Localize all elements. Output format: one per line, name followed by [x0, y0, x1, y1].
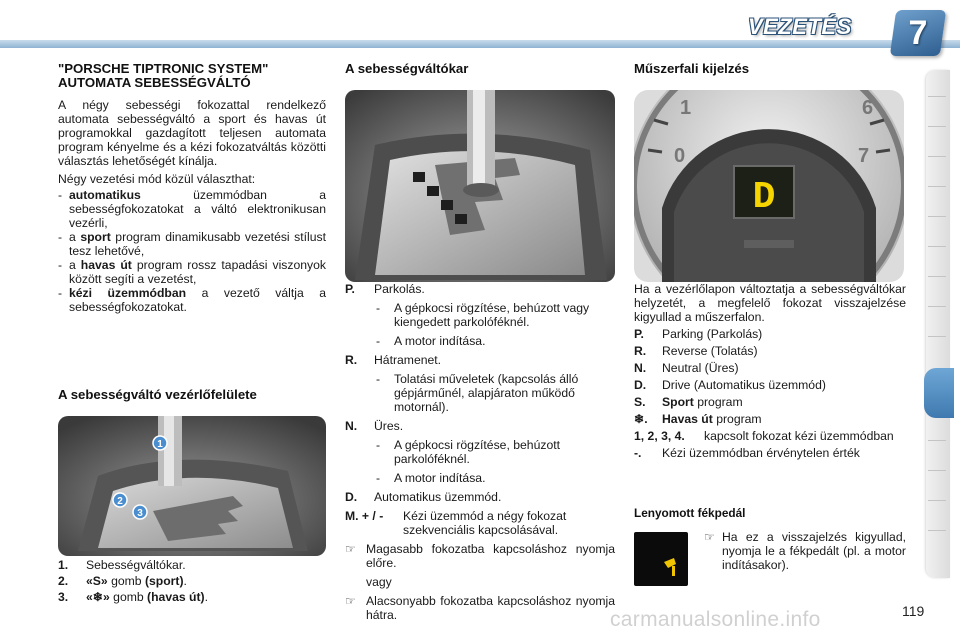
svg-text:2: 2	[117, 496, 123, 507]
tab-divider	[928, 276, 946, 277]
column-tiptronic-intro	[58, 60, 327, 604]
section-heading-gear-lever: A sebességváltókar	[345, 61, 469, 76]
tab-divider	[928, 530, 946, 531]
list-item: - Tolatási műveletek (kapcsolás álló gépjárműnél, alapjáraton működő motornál).	[376, 372, 579, 414]
header-band	[0, 40, 960, 48]
list-item: N. Neutral (Üres)	[634, 361, 739, 375]
watermark: carmanualsonline.info	[610, 608, 821, 631]
list-item: P. Parking (Parkolás)	[634, 327, 763, 341]
list-item: N. Üres.	[345, 419, 404, 433]
list-item: ☞ Magasabb fokozatba kapcsoláshoz nyomja előre.	[345, 542, 615, 570]
modes-intro: Négy vezetési mód közül választhat:	[58, 172, 256, 186]
tab-divider	[928, 186, 946, 187]
brake-pedal-icon	[634, 532, 688, 586]
gauge-number: 6	[862, 97, 874, 119]
brake-warning-photo	[634, 532, 688, 586]
legend-item: 3. «❄» gomb (havas út).	[58, 590, 209, 604]
intro-paragraph: A négy sebességi fokozattal rendelkező automata sebességváltó a sport és havas út programokkal gazdagított teljesen automata program kényelme és a kézi fokozatváltás közötti választás lehetőségét kínálja.	[58, 98, 326, 168]
legend-item: 1. Sebességváltókar.	[58, 558, 186, 572]
list-item: R. Hátramenet.	[345, 353, 442, 367]
list-item: P. Parkolás.	[345, 282, 425, 296]
page-number: 119	[902, 603, 925, 619]
tab-divider	[928, 246, 946, 247]
display-codes	[634, 282, 906, 460]
list-item: 1, 2, 3, 4. kapcsolt fokozat kézi üzemmódban	[634, 429, 894, 443]
chapter-number: 7	[908, 14, 928, 52]
instrument-cluster-photo	[634, 90, 904, 282]
list-item: - A gépkocsi rögzítése, behúzott vagy kiengedett parkolóféknél.	[376, 301, 590, 329]
gauge-number: 7	[858, 145, 870, 167]
tab-divider	[928, 500, 946, 501]
modes-list	[58, 188, 326, 314]
legend-item: 2. «S» gomb (sport).	[58, 574, 187, 588]
column-gear-lever	[345, 60, 615, 622]
tab-divider	[928, 96, 946, 97]
tab-divider	[928, 336, 946, 337]
tab-divider	[928, 216, 946, 217]
list-item: - automatikus üzemmódban a sebességfokozatokat a váltó elektronikusan vezérli,	[58, 188, 326, 230]
section-heading-tiptronic: "PORSCHE TIPTRONIC SYSTEM" AUTOMATA SEBESSÉGVÁLTÓ	[58, 61, 269, 90]
list-item: ☞ Alacsonyabb fokozatba kapcsoláshoz nyomja hátra.	[345, 594, 615, 622]
list-item: R. Reverse (Tolatás)	[634, 344, 758, 358]
gauge-number: 1	[680, 97, 692, 119]
active-chapter-tab[interactable]	[924, 368, 954, 418]
tab-divider	[928, 126, 946, 127]
list-item: - kézi üzemmódban a vezető váltja a sebességfokozatokat.	[58, 286, 327, 314]
list-item: - A gépkocsi rögzítése, behúzott parkolóféknél.	[376, 438, 560, 466]
gear-lever-illustration	[345, 90, 615, 282]
chapter-title: VEZETÉS	[748, 14, 852, 39]
svg-text:1: 1	[157, 439, 163, 450]
list-item: ❄. Havas út program	[634, 412, 762, 426]
gear-display-char: D	[752, 176, 776, 219]
list-item: - a sport program dinamikusabb vezetési stílust tesz lehetővé,	[58, 230, 327, 258]
brake-note: ☞ Ha ez a visszajelzés kigyullad, nyomja le a fékpedált (pl. a motor indításakor).	[704, 530, 906, 572]
pointer-icon: ☞	[345, 594, 356, 608]
list-item: S. Sport program	[634, 395, 743, 409]
section-heading-interface: A sebességváltó vezérlőfelülete	[58, 387, 257, 402]
gear-console-illustration	[58, 416, 326, 556]
list-item: M. + / - Kézi üzemmód a négy fokozat szekvenciális kapcsolásával.	[345, 509, 567, 537]
list-item: -. Kézi üzemmódban érvénytelen érték	[634, 446, 860, 460]
list-item: - A motor indítása.	[376, 334, 486, 348]
pointer-icon: ☞	[704, 530, 715, 544]
gear-lever-photo	[345, 90, 615, 282]
snowflake-icon: ❄.	[634, 412, 648, 426]
tab-divider	[928, 440, 946, 441]
gauge-number: 0	[674, 145, 686, 167]
list-item: - a havas út program rossz tapadási viszonyok között segíti a vezetést,	[58, 258, 326, 286]
tab-divider	[928, 156, 946, 157]
page-header	[0, 0, 960, 60]
gear-positions-list	[345, 282, 615, 622]
section-heading-dashboard: Műszerfali kijelzés	[634, 61, 750, 76]
gear-selector-photo	[58, 416, 326, 556]
chapter-tab-rail	[926, 70, 950, 578]
chapter-badge	[890, 10, 946, 56]
list-item: D. Drive (Automatikus üzemmód)	[634, 378, 826, 392]
list-item: - A motor indítása.	[376, 471, 486, 485]
display-intro: Ha a vezérlőlapon változtatja a sebességváltókar helyzetét, a megfelelő fokozat visszajelzése kigyullad a műszerfalon.	[634, 282, 906, 324]
svg-text:3: 3	[137, 508, 143, 519]
section-heading-brake: Lenyomott fékpedál	[634, 506, 746, 520]
instrument-cluster-illustration	[634, 90, 904, 282]
selector-legend	[58, 558, 326, 604]
tab-divider	[928, 306, 946, 307]
list-item: D. Automatikus üzemmód.	[345, 490, 502, 504]
column-dashboard-display	[634, 60, 906, 572]
or-text: vagy	[366, 575, 392, 589]
pointer-icon: ☞	[345, 542, 356, 556]
tab-divider	[928, 470, 946, 471]
